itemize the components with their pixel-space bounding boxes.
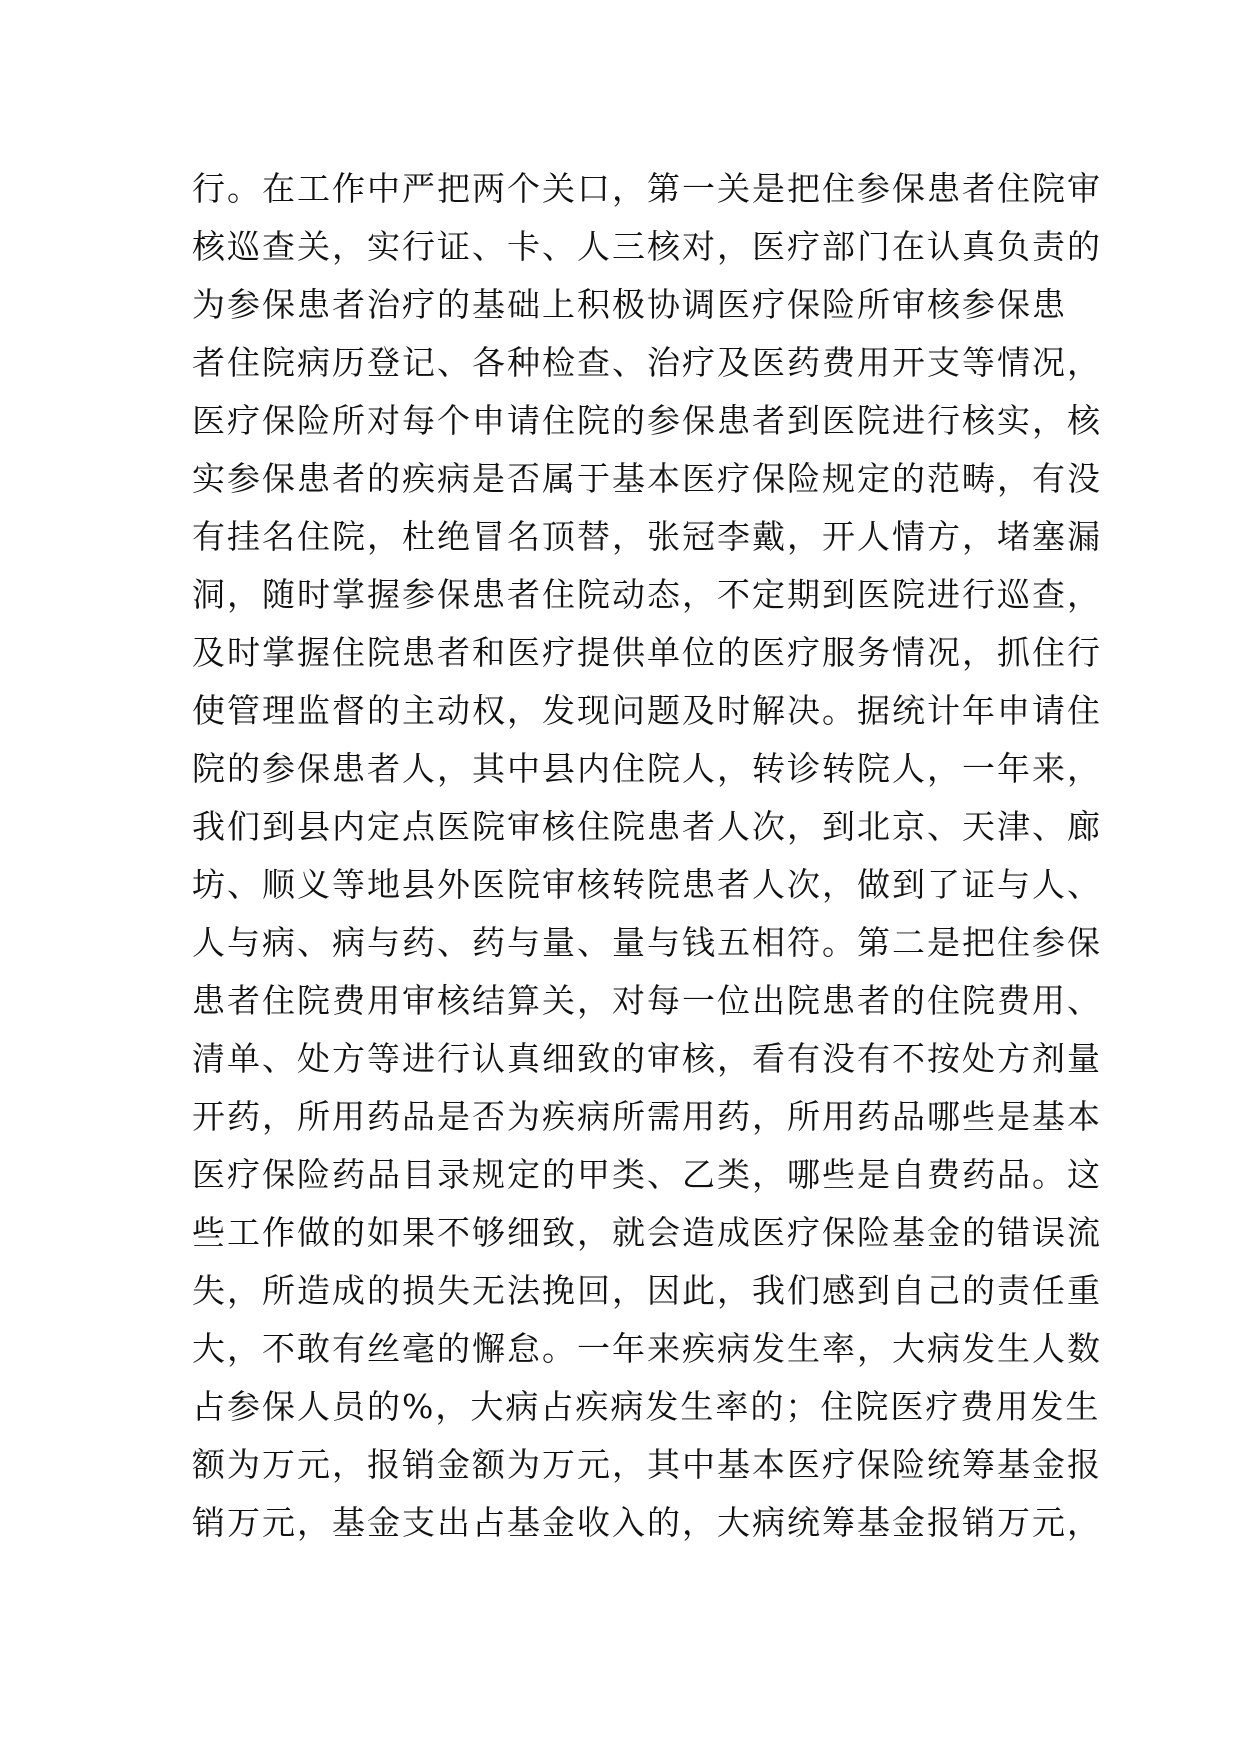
text-line: 医 疗 保 险 所 对 每 个 申 请 住 院 的 参 保 患 者 到 医 院 进 行 核 实 ， 核 — [192, 401, 1102, 440]
text-line: 为 参 保 患 者 治 疗 的 基 础 上 积 极 协 调 医 疗 保 险 所 审 核 参 保 患 — [192, 285, 1067, 324]
text-line: 我 们 到 县 内 定 点 医 院 审 核 住 院 患 者 人 次 ， 到 北 京 、 天 津 、 廊 — [192, 807, 1102, 846]
text-line: 及 时 掌 握 住 院 患 者 和 医 疗 提 供 单 位 的 医 疗 服 务 情 况 ， 抓 住 行 — [192, 633, 1102, 672]
text-line: 患 者 住 院 费 用 审 核 结 算 关 ， 对 每 一 位 出 院 患 者 的 住 院 费 用 、 — [192, 981, 1102, 1020]
text-line: 者 住 院 病 历 登 记 、 各 种 检 查 、 治 疗 及 医 药 费 用 开 支 等 情 况 ， — [192, 343, 1102, 382]
text-line: 些 工 作 做 的 如 果 不 够 细 致 ， 就 会 造 成 医 疗 保 险 基 金 的 错 误 流 — [192, 1213, 1102, 1252]
text-line: 院 的 参 保 患 者 人 ， 其 中 县 内 住 院 人 ， 转 诊 转 院 人 ， 一 年 来 ， — [192, 749, 1102, 788]
text-line: 销 万 元 ， 基 金 支 出 占 基 金 收 入 的 ， 大 病 统 筹 基 金 报 销 万 元 ， — [192, 1503, 1102, 1542]
text-line: 使 管 理 监 督 的 主 动 权 ， 发 现 问 题 及 时 解 决 。 据 统 计 年 申 请 住 — [192, 691, 1102, 730]
text-line: 核 巡 查 关 ， 实 行 证 、 卡 、 人 三 核 对 ， 医 疗 部 门 在 认 真 负 责 的 — [192, 227, 1102, 266]
text-line: 行 。 在 工 作 中 严 把 两 个 关 口 ， 第 一 关 是 把 住 参 保 患 者 住 院 审 — [192, 169, 1102, 208]
text-line: 占 参 保 人 员 的 % ， 大 病 占 疾 病 发 生 率 的 ； 住 院 医 疗 费 用 发 生 — [192, 1387, 1101, 1426]
text-line: 额 为 万 元 ， 报 销 金 额 为 万 元 ， 其 中 基 本 医 疗 保 险 统 筹 基 金 报 — [192, 1445, 1102, 1484]
text-line: 有 挂 名 住 院 ， 杜 绝 冒 名 顶 替 ， 张 冠 李 戴 ， 开 人 情 方 ， 堵 塞 漏 — [192, 517, 1102, 556]
body-text — [192, 160, 1102, 1552]
text-line: 人 与 病 、 病 与 药 、 药 与 量 、 量 与 钱 五 相 符 。 第 二 是 把 住 参 保 — [192, 923, 1102, 962]
text-line: 大 ， 不 敢 有 丝 毫 的 懈 怠 。 一 年 来 疾 病 发 生 率 ， 大 病 发 生 人 数 — [192, 1329, 1102, 1368]
text-line: 医 疗 保 险 药 品 目 录 规 定 的 甲 类 、 乙 类 ， 哪 些 是 自 费 药 品 。 这 — [192, 1155, 1102, 1194]
text-line: 开 药 ， 所 用 药 品 是 否 为 疾 病 所 需 用 药 ， 所 用 药 品 哪 些 是 基 本 — [192, 1097, 1102, 1136]
text-line: 洞 ， 随 时 掌 握 参 保 患 者 住 院 动 态 ， 不 定 期 到 医 院 进 行 巡 查 ， — [192, 575, 1102, 614]
text-line: 坊 、 顺 义 等 地 县 外 医 院 审 核 转 院 患 者 人 次 ， 做 到 了 证 与 人 、 — [192, 865, 1102, 904]
text-line: 失 ， 所 造 成 的 损 失 无 法 挽 回 ， 因 此 ， 我 们 感 到 自 己 的 责 任 重 — [192, 1271, 1102, 1310]
text-line: 实 参 保 患 者 的 疾 病 是 否 属 于 基 本 医 疗 保 险 规 定 的 范 畴 ， 有 没 — [192, 459, 1102, 498]
text-line: 清 单 、 处 方 等 进 行 认 真 细 致 的 审 核 ， 看 有 没 有 不 按 处 方 剂 量 — [192, 1039, 1102, 1078]
